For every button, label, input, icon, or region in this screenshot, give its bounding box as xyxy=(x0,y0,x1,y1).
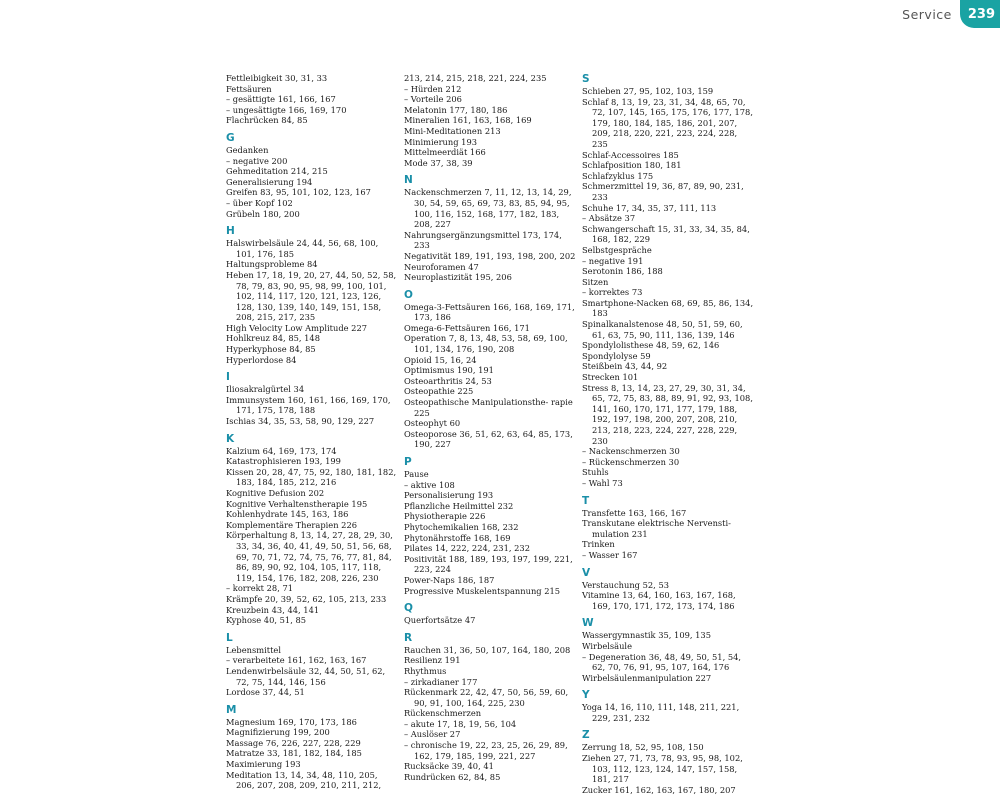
index-entry: – negative 200 xyxy=(226,155,288,166)
index-entry: Krämpfe 20, 39, 52, 62, 105, 213, 233 xyxy=(226,593,387,604)
section-label: Service xyxy=(902,6,952,22)
index-entry: Spinalkanalstenose 48, 50, 51, 59, 60, 61, 63, 75, 90, 111, 136, 139, 146 xyxy=(582,319,743,340)
index-entry: Power-Naps 186, 187 xyxy=(404,574,495,585)
index-entry: Hyperkyphose 84, 85 xyxy=(226,344,316,355)
index-entry: Flachrücken 84, 85 xyxy=(226,115,308,126)
index-entry: High Velocity Low Amplitude 227 xyxy=(226,322,368,333)
index-entry: Ischias 34, 35, 53, 58, 90, 129, 227 xyxy=(226,416,375,427)
index-entry: Mineralien 161, 163, 168, 169 xyxy=(404,115,532,126)
index-entry: Wirbelsäule xyxy=(582,640,632,651)
index-section-letter: P xyxy=(404,456,412,468)
index-entry: Pause xyxy=(404,469,429,479)
index-section-letter: W xyxy=(582,617,594,630)
index-entry: Rauchen 31, 36, 50, 107, 164, 180, 208 xyxy=(404,644,571,655)
index-entry: – chronische 19, 22, 23, 25, 26, 29, 89, 162, 179, 185, 199, 221, 227 xyxy=(404,740,568,761)
index-entry: Selbstgespräche xyxy=(582,244,652,255)
index-entry: Transkutane elektrische Nervensti- mulation 231 xyxy=(582,518,731,539)
index-section-letter: I xyxy=(226,371,230,384)
index-entry: Kognitive Defusion 202 xyxy=(226,488,325,498)
index-entry: Minimierung 193 xyxy=(404,136,478,147)
index-entry: – korrekt 28, 71 xyxy=(226,583,294,594)
index-entry: Mittelmeerdiät 166 xyxy=(404,147,486,158)
index-entry: – Rückenschmerzen 30 xyxy=(582,456,680,467)
index-entry: Osteoporose 36, 51, 62, 63, 64, 85, 173, 190, 227 xyxy=(404,428,573,450)
index-section-letter: M xyxy=(226,703,237,716)
index-entry: Körperhaltung 8, 13, 14, 27, 28, 29, 30, 33, 34, 36, 40, 41, 49, 50, 51, 56, 68, 69, 70, 71, 72, 74, 75, 76, 77, 81, 84, 86, 89, 90, 92, 104, 105, 117, 118, 119, 154, 176, 182, 208, 226, 230 xyxy=(226,530,393,583)
index-entry: Stress 8, 13, 14, 23, 27, 29, 30, 31, 34, 65, 72, 75, 83, 88, 89, 91, 92, 93, 108, 141, 160, 170, 171, 177, 179, 188, 192, 197, 198, 200, 207, 208, 210, 213, 218, 223, 224, 227, 228, 229, 230 xyxy=(582,382,753,446)
index-entry: Nahrungsergänzungsmittel 173, 174, 233 xyxy=(404,229,562,251)
index-entry: Lebensmittel xyxy=(226,644,281,655)
index-entry: Phytonährstoffe 168, 169 xyxy=(404,532,511,543)
index-section-letter: L xyxy=(226,631,233,644)
index-entry: Rucksäcke 39, 40, 41 xyxy=(404,761,494,772)
index-entry: Gedanken xyxy=(226,144,269,155)
index-section-letter: K xyxy=(226,432,235,445)
index-entry: Fettsäuren xyxy=(226,83,272,94)
index-entry: Rundrücken 62, 84, 85 xyxy=(404,771,501,782)
index-entry: – verarbeitete 161, 162, 163, 167 xyxy=(226,655,367,666)
index-entry: Rückenschmerzen xyxy=(404,708,482,719)
index-entry: Kissen 20, 28, 47, 75, 92, 180, 181, 182, 183, 184, 185, 212, 216 xyxy=(226,466,397,488)
index-entry: Generalisierung 194 xyxy=(226,176,313,187)
index-section-letter: Y xyxy=(582,689,590,702)
index-entry: Schmerzmittel 19, 36, 87, 89, 90, 231, 233 xyxy=(582,181,744,202)
index-entry: Kreuzbein 43, 44, 141 xyxy=(226,604,320,615)
index-entry: Magnifizierung 199, 200 xyxy=(226,727,330,738)
index-entry: Operation 7, 8, 13, 48, 53, 58, 69, 100, 101, 134, 176, 190, 208 xyxy=(404,333,568,355)
index-section-letter: R xyxy=(404,631,413,644)
index-entry: Schlafzyklus 175 xyxy=(582,170,654,181)
index-entry: Neuroplastizität 195, 206 xyxy=(404,272,512,283)
index-entry: Resilienz 191 xyxy=(404,655,461,666)
index-entry: – Auslöser 27 xyxy=(404,729,461,740)
index-entry: Lendenwirbelsäule 32, 44, 50, 51, 62, 72, 75, 144, 146, 156 xyxy=(226,665,386,687)
index-entry: Neuroforamen 47 xyxy=(404,261,479,272)
index-entry: Vitamine 13, 64, 160, 163, 167, 168, 169, 170, 171, 172, 173, 174, 186 xyxy=(582,590,736,611)
index-entry: Melatonin 177, 180, 186 xyxy=(404,104,508,115)
index-section-letter: H xyxy=(226,225,235,238)
index-entry: Grübeln 180, 200 xyxy=(226,208,300,219)
index-entry: Stuhls xyxy=(582,467,609,478)
index-entry: Immunsystem 160, 161, 166, 169, 170, 171, 175, 178, 188 xyxy=(226,394,391,416)
index-entry: Schlaf 8, 13, 19, 23, 31, 34, 48, 65, 70, 72, 107, 145, 165, 175, 176, 177, 178, 179, 180, 184, 185, 186, 201, 207, 209, 218, 220, 221, 223, 224, 228, 235 xyxy=(582,96,753,149)
index-entry: Progressive Muskelentspannung 215 xyxy=(404,585,561,596)
index-entry: Matratze 33, 181, 182, 184, 185 xyxy=(226,748,362,759)
index-entry: Nackenschmerzen 7, 11, 12, 13, 14, 29, 30, 54, 59, 65, 69, 73, 83, 85, 94, 95, 100, 116, 152, 168, 177, 182, 183, 208, 227 xyxy=(404,187,572,230)
index-column-3 xyxy=(582,73,754,795)
index-entry: Serotonin 186, 188 xyxy=(582,266,663,277)
index-section-letter: N xyxy=(404,174,413,187)
index-entry: Kyphose 40, 51, 85 xyxy=(226,615,307,626)
index-section-letter: Z xyxy=(582,729,590,742)
index-entry: – negative 191 xyxy=(582,255,644,266)
index-entry: – Vorteile 206 xyxy=(404,94,462,105)
index-entry: Lordose 37, 44, 51 xyxy=(226,687,305,698)
index-entry: Omega-6-Fettsäuren 166, 171 xyxy=(404,322,530,333)
index-entry: – Hürden 212 xyxy=(404,83,462,94)
index-entry: – Degeneration 36, 48, 49, 50, 51, 54, 62, 70, 76, 91, 95, 107, 164, 176 xyxy=(582,651,742,673)
index-entry: – über Kopf 102 xyxy=(226,197,293,208)
index-entry: Schwangerschaft 15, 31, 33, 34, 35, 84, 168, 182, 229 xyxy=(582,223,750,245)
index-entry: – akute 17, 18, 19, 56, 104 xyxy=(404,718,517,729)
index-entry: Massage 76, 226, 227, 228, 229 xyxy=(226,737,361,748)
index-entry: Magnesium 169, 170, 173, 186 xyxy=(226,716,357,727)
index-section-letter: T xyxy=(582,494,590,507)
index-entry: Physiotherapie 226 xyxy=(404,511,486,522)
index-column-2 xyxy=(404,73,576,782)
index-entry: Osteoarthritis 24, 53 xyxy=(404,375,492,386)
index-entry: Hohlkreuz 84, 85, 148 xyxy=(226,333,320,344)
index-entry: Heben 17, 18, 19, 20, 27, 44, 50, 52, 58, 78, 79, 83, 90, 95, 98, 99, 100, 101, 102, 114, 117, 120, 121, 123, 126, 128, 130, 139, 140, 149, 151, 158, 208, 215, 217, 235 xyxy=(226,269,397,323)
index-entry: Kognitive Verhaltenstherapie 195 xyxy=(226,498,368,509)
index-column-1 xyxy=(226,73,398,791)
index-entry: Spondylolisthese 48, 59, 62, 146 xyxy=(582,340,720,351)
index-entry: Positivität 188, 189, 193, 197, 199, 221, 223, 224 xyxy=(404,553,573,575)
index-entry: Mode 37, 38, 39 xyxy=(404,157,473,168)
index-section-letter: Q xyxy=(404,602,413,615)
index-entry: Omega-3-Fettsäuren 166, 168, 169, 171, 173, 186 xyxy=(404,301,575,323)
index-entry: Personalisierung 193 xyxy=(404,490,494,501)
index-entry: Wassergymnastik 35, 109, 135 xyxy=(582,630,711,641)
index-entry: Mini-Meditationen 213 xyxy=(404,125,501,136)
index-entry: Rückenmark 22, 42, 47, 50, 56, 59, 60, 90, 91, 100, 164, 225, 230 xyxy=(404,687,569,708)
index-entry: – gesättigte 161, 166, 167 xyxy=(226,94,336,105)
index-entry: Smartphone-Nacken 68, 69, 85, 86, 134, 183 xyxy=(582,297,754,319)
index-entry: Schuhe 17, 34, 35, 37, 111, 113 xyxy=(582,202,717,213)
index-entry: Meditation 13, 14, 34, 48, 110, 205, 206, 207, 208, 209, 210, 211, 212, xyxy=(226,769,382,791)
index-entry: Optimismus 190, 191 xyxy=(404,365,494,376)
index-entry: Phytochemikalien 168, 232 xyxy=(404,521,519,532)
index-entry: Strecken 101 xyxy=(582,372,639,383)
index-entry: – Wahl 73 xyxy=(582,477,623,488)
index-entry: Gehmeditation 214, 215 xyxy=(226,166,328,177)
index-entry: – Nackenschmerzen 30 xyxy=(582,446,680,457)
index-entry: – Wasser 167 xyxy=(582,549,638,560)
index-entry: Fettleibigkeit 30, 31, 33 xyxy=(226,73,328,83)
index-entry: Verstauchung 52, 53 xyxy=(582,579,670,590)
index-entry: Greifen 83, 95, 101, 102, 123, 167 xyxy=(226,187,371,198)
index-entry: Osteopathie 225 xyxy=(404,386,474,397)
index-entry: Katastrophisieren 193, 199 xyxy=(226,456,341,467)
index-entry: Wirbelsäulenmanipulation 227 xyxy=(582,672,712,683)
page-number-badge: 239 xyxy=(960,0,1000,28)
index-entry: Transfette 163, 166, 167 xyxy=(582,507,687,518)
index-entry: Haltungsprobleme 84 xyxy=(226,259,318,270)
index-entry: Halswirbelsäule 24, 44, 56, 68, 100, 101, 176, 185 xyxy=(226,238,379,259)
index-entry: – aktive 108 xyxy=(404,479,455,490)
index-entry: Kohlenhydrate 145, 163, 186 xyxy=(226,509,349,520)
index-entry: Ziehen 27, 71, 73, 78, 93, 95, 98, 102, 103, 112, 123, 124, 147, 157, 158, 181, 217 xyxy=(582,753,743,785)
index-entry: Hyperlordose 84 xyxy=(226,354,297,365)
page-header xyxy=(902,0,1000,28)
index-entry: Zucker 161, 162, 163, 167, 180, 207 xyxy=(582,784,736,795)
index-entry: – ungesättigte 166, 169, 170 xyxy=(226,104,347,115)
index-section-letter: V xyxy=(582,566,591,579)
index-entry: Schlaf-Accessoires 185 xyxy=(582,149,679,160)
index-entry: Opioid 15, 16, 24 xyxy=(404,354,477,365)
index-entry: Komplementäre Therapien 226 xyxy=(226,519,358,530)
index-entry: Schlafposition 180, 181 xyxy=(582,160,682,171)
index-entry: – Absätze 37 xyxy=(582,213,636,224)
index-entry: Pilates 14, 222, 224, 231, 232 xyxy=(404,543,530,554)
index-entry: Steißbein 43, 44, 92 xyxy=(582,361,668,372)
index-entry: Trinken xyxy=(582,539,615,550)
index-entry: Osteophyt 60 xyxy=(404,418,461,429)
index-entry: Spondylolyse 59 xyxy=(582,350,651,361)
index-entry: – korrektes 73 xyxy=(582,287,643,298)
index-entry: Osteopathische Manipulationsthe- rapie 225 xyxy=(404,397,573,418)
index-entry: Negativität 189, 191, 193, 198, 200, 202 xyxy=(404,250,576,261)
index-entry: Sitzen xyxy=(582,276,609,287)
index-entry: Iliosakralgürtel 34 xyxy=(226,384,305,395)
index-entry: Schieben 27, 95, 102, 103, 159 xyxy=(582,86,714,96)
index-section-letter: G xyxy=(226,131,235,144)
index-entry: Kalzium 64, 169, 173, 174 xyxy=(226,445,337,456)
index-entry: Yoga 14, 16, 110, 111, 148, 211, 221, 229, 231, 232 xyxy=(582,702,740,723)
index-section-letter: S xyxy=(582,73,590,85)
index-entry: Pflanzliche Heilmittel 232 xyxy=(404,500,514,511)
index-section-letter: O xyxy=(404,288,413,301)
index-entry: Querfortsätze 47 xyxy=(404,615,476,626)
index-entry: Maximierung 193 xyxy=(226,759,301,770)
index-entry: 213, 214, 215, 218, 221, 224, 235 xyxy=(404,73,547,83)
index-entry: Zerrung 18, 52, 95, 108, 150 xyxy=(582,742,704,753)
index-entry: – zirkadianer 177 xyxy=(404,676,478,687)
index-entry: Rhythmus xyxy=(404,665,447,676)
